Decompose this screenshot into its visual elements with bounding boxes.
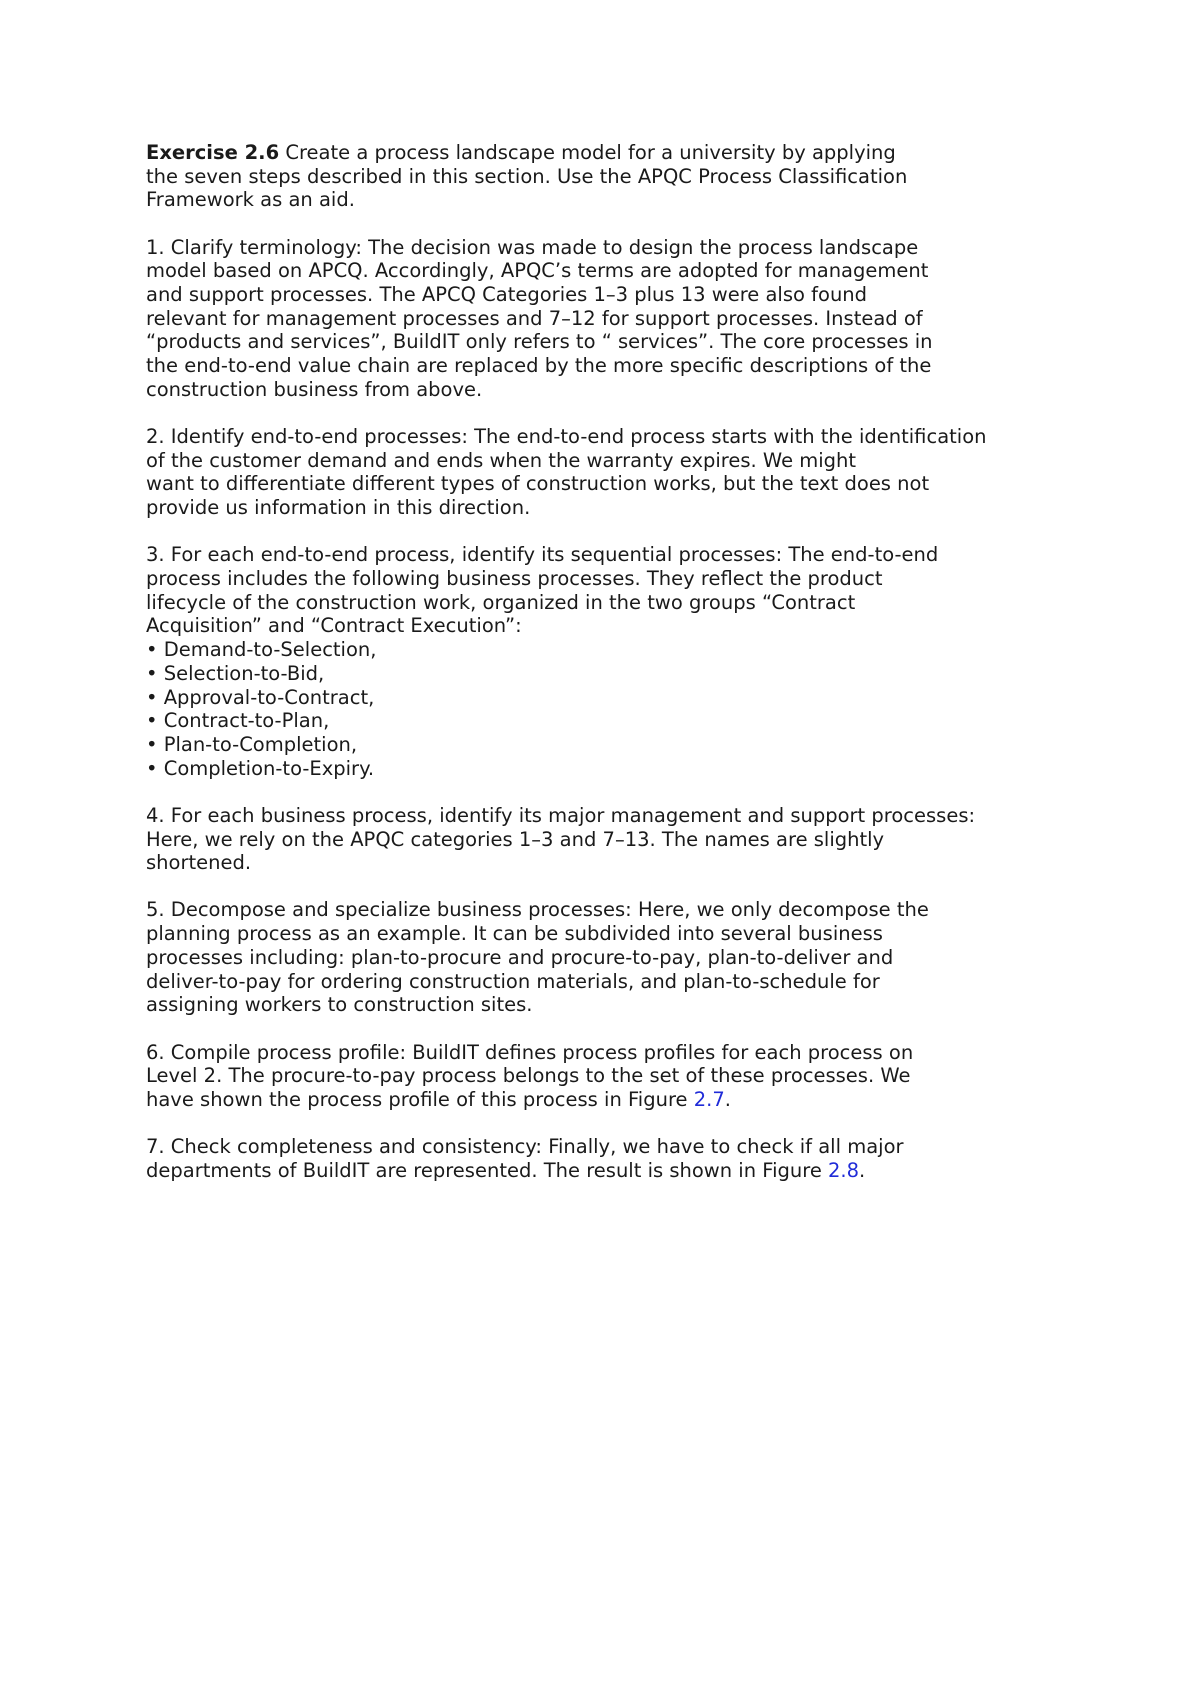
- sequential-process-list: [146, 638, 1186, 780]
- exercise-line-3: Framework as an aid.: [146, 188, 355, 212]
- list-item: • Demand-to-Selection,: [146, 638, 377, 662]
- step-5-line: 5. Decompose and specialize business processes: Here, we only decompose the: [146, 898, 929, 922]
- list-item: • Contract-to-Plan,: [146, 709, 330, 733]
- step-3-paragraph: [146, 543, 1186, 780]
- step-5-line: assigning workers to construction sites.: [146, 993, 533, 1017]
- step-7-line: 7. Check completeness and consistency: Finally, we have to check if all major: [146, 1135, 904, 1159]
- step-2-line: 2. Identify end-to-end processes: The end-to-end process starts with the identification: [146, 425, 987, 449]
- step-4-paragraph: [146, 804, 1186, 875]
- step-5-paragraph: [146, 898, 1186, 1017]
- period: .: [724, 1087, 731, 1111]
- step-4-line: Here, we rely on the APQC categories 1–3 and 7–13. The names are slightly: [146, 827, 885, 851]
- document-page: [146, 141, 1186, 1206]
- step-1-line: relevant for management processes and 7–12 for support processes. Instead of: [146, 306, 923, 330]
- list-item: • Plan-to-Completion,: [146, 732, 358, 756]
- step-2-line: want to differentiate different types of construction works, but the text does not: [146, 472, 930, 496]
- step-3-line: 3. For each end-to-end process, identify its sequential processes: The end-to-end: [146, 543, 939, 567]
- list-item: • Completion-to-Expiry.: [146, 756, 375, 780]
- step-5-line: deliver-to-pay for ordering construction materials, and plan-to-schedule for: [146, 969, 880, 993]
- step-6-line: 6. Compile process profile: BuildIT defines process profiles for each process on: [146, 1040, 914, 1064]
- step-3-line: process includes the following business processes. They reflect the product: [146, 567, 883, 591]
- step-1-line: the end-to-end value chain are replaced by the more specific descriptions of the: [146, 354, 932, 378]
- step-1-line: 1. Clarify terminology: The decision was made to design the process landscape: [146, 235, 919, 259]
- exercise-intro-text: Create a process landscape model for a university by applying: [279, 141, 896, 164]
- step-3-line: lifecycle of the construction work, organized in the two groups “Contract: [146, 590, 856, 614]
- step-2-line: provide us information in this direction.: [146, 496, 531, 520]
- step-6-text: have shown the process profile of this process in Figure: [146, 1087, 694, 1111]
- step-4-line: 4. For each business process, identify its major management and support processes:: [146, 803, 976, 827]
- step-7-text: departments of BuildIT are represented. The result is shown in Figure: [146, 1158, 829, 1182]
- step-2-line: of the customer demand and ends when the warranty expires. We might: [146, 448, 857, 472]
- step-1-line: construction business from above.: [146, 377, 483, 401]
- figure-2-7-link[interactable]: 2.7: [693, 1087, 725, 1111]
- step-1-line: “products and services”, BuildIT only refers to “ services”. The core processes in: [146, 330, 933, 354]
- step-5-line: planning process as an example. It can be subdivided into several business: [146, 922, 883, 946]
- exercise-paragraph: [146, 141, 1186, 212]
- step-7-paragraph: [146, 1135, 1186, 1182]
- step-3-line: Acquisition” and “Contract Execution”:: [146, 614, 522, 638]
- step-7-last-line: [146, 1159, 1186, 1183]
- step-1-line: model based on APCQ. Accordingly, APQC’s terms are adopted for management: [146, 259, 929, 283]
- step-1-line: and support processes. The APCQ Categories 1–3 plus 13 were also found: [146, 283, 868, 307]
- step-6-line: Level 2. The procure-to-pay process belongs to the set of these processes. We: [146, 1064, 911, 1088]
- exercise-line-1: [146, 141, 1186, 165]
- list-item: • Approval-to-Contract,: [146, 685, 375, 709]
- exercise-line-2: the seven steps described in this section. Use the APQC Process Classification: [146, 164, 908, 188]
- step-4-line: shortened.: [146, 851, 252, 875]
- step-2-paragraph: [146, 425, 1186, 520]
- list-item: • Selection-to-Bid,: [146, 661, 325, 685]
- step-6-last-line: [146, 1088, 1186, 1112]
- period: .: [859, 1158, 866, 1182]
- step-6-paragraph: [146, 1041, 1186, 1112]
- step-1-paragraph: [146, 236, 1186, 402]
- exercise-label: Exercise 2.6: [146, 141, 280, 164]
- figure-2-8-link[interactable]: 2.8: [828, 1158, 860, 1182]
- step-5-line: processes including: plan-to-procure and procure-to-pay, plan-to-deliver and: [146, 945, 894, 969]
